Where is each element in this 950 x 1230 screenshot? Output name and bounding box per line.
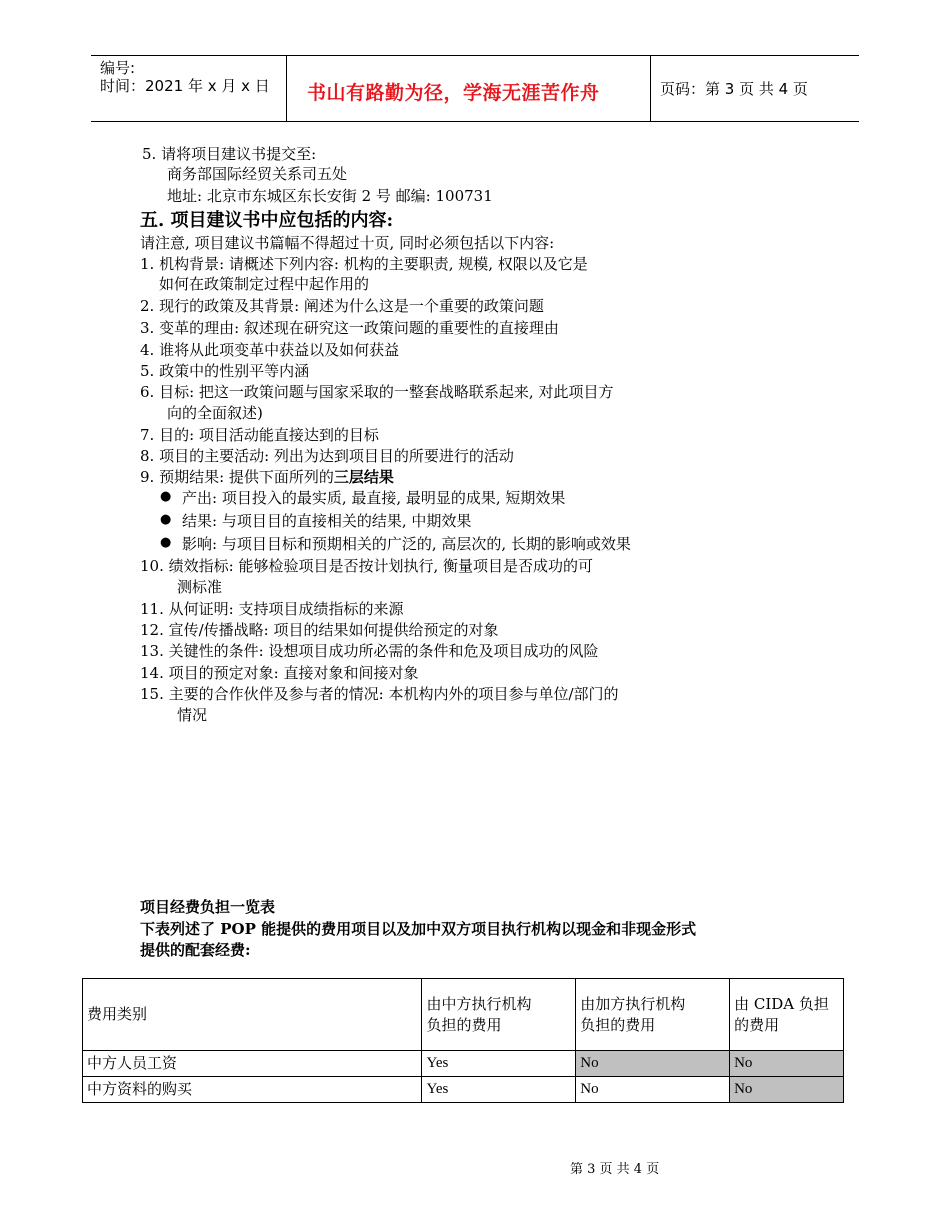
fee-table-title: 项目经费负担一览表 [140,898,276,916]
header-divider-left [286,56,287,121]
header-cell-category: 费用类别 [83,979,422,1051]
submission-item: 5. 请将项目建议书提交至: [142,145,317,163]
cell-china: Yes [422,1051,576,1077]
list-item-9 [140,467,394,487]
bullet-icon: ● [160,489,172,504]
header-cell-china: 由中方执行机构 负担的费用 [422,979,576,1051]
list-item-2: 2. 现行的政策及其背景: 阐述为什么这是一个重要的政策问题 [140,297,544,315]
submission-address: 地址: 北京市东城区东长安街 2 号 邮编: 100731 [167,187,493,205]
list-item-10-line-1: 10. 绩效指标: 能够检验项目是否按计划执行, 衡量项目是否成功的可 [140,557,593,575]
cell-cida: No [730,1051,844,1077]
list-item-7: 7. 目的: 项目活动能直接达到的目标 [140,426,379,444]
list-item-9-text: 9. 预期结果: 提供下面所列的 [140,468,334,486]
fee-table [82,978,844,1103]
cell-category: 中方资料的购买 [83,1077,422,1103]
section-heading: 五. 项目建议书中应包括的内容: [140,210,394,231]
doc-number-label: 编号: [100,59,136,77]
list-item-9-emphasis: 三层结果 [333,468,394,486]
cell-canada: No [576,1051,730,1077]
submission-office: 商务部国际经贸关系司五处 [167,165,348,183]
fee-table-desc-line-2: 提供的配套经费: [140,941,251,959]
list-item-6-line-2: 向的全面叙述) [167,404,263,422]
section-intro: 请注意, 项目建议书篇幅不得超过十页, 同时必须包括以下内容: [140,234,555,252]
doc-time-label: 时间：2021 年 x 月 x 日 [100,77,270,95]
bullet-output: 产出: 项目投入的最实质, 最直接, 最明显的成果, 短期效果 [182,489,566,507]
cell-category: 中方人员工资 [83,1051,422,1077]
list-item-1-line-2: 如何在政策制定过程中起作用的 [159,275,370,293]
header-motto: 书山有路勤为径，学海无涯苦作舟 [307,82,600,104]
list-item-4: 4. 谁将从此项变革中获益以及如何获益 [140,341,400,359]
list-item-11: 11. 从何证明: 支持项目成绩指标的来源 [140,600,404,618]
fee-table-desc-line-1: 下表列述了 POP 能提供的费用项目以及加中双方项目执行机构以现金和非现金形式 [140,920,697,938]
list-item-13: 13. 关键性的条件: 设想项目成功所必需的条件和危及项目成功的风险 [140,642,599,660]
cell-china: Yes [422,1077,576,1103]
bullet-outcome: 结果: 与项目目的直接相关的结果, 中期效果 [182,512,472,530]
cell-canada: No [576,1077,730,1103]
list-item-15-line-1: 15. 主要的合作伙伴及参与者的情况: 本机构内外的项目参与单位/部门的 [140,685,619,703]
header-page-info: 页码：第 3 页 共 4 页 [660,80,808,98]
list-item-12: 12. 宣传/传播战略: 项目的结果如何提供给预定的对象 [140,621,499,639]
page-footer: 第 3 页 共 4 页 [570,1162,660,1177]
list-item-8: 8. 项目的主要活动: 列出为达到项目目的所要进行的活动 [140,447,514,465]
header-cell-cida: 由 CIDA 负担 的费用 [730,979,844,1051]
header-bottom-rule [91,121,859,122]
list-item-14: 14. 项目的预定对象: 直接对象和间接对象 [140,664,419,682]
bullet-impact: 影响: 与项目目标和预期相关的广泛的, 高层次的, 长期的影响或效果 [182,535,631,553]
bullet-icon: ● [160,512,172,527]
table-header-row [83,979,844,1051]
list-item-15-line-2: 情况 [177,706,208,724]
header-cell-canada: 由加方执行机构 负担的费用 [576,979,730,1051]
table-row [83,1077,844,1103]
list-item-3: 3. 变革的理由: 叙述现在研究这一政策问题的重要性的直接理由 [140,319,559,337]
header-divider-right [650,56,651,121]
list-item-5: 5. 政策中的性别平等内涵 [140,362,310,380]
cell-cida: No [730,1077,844,1103]
header-top-rule [91,55,859,56]
list-item-10-line-2: 测标准 [177,578,223,596]
list-item-1-line-1: 1. 机构背景: 请概述下列内容: 机构的主要职责, 规模, 权限以及它是 [140,255,588,273]
bullet-icon: ● [160,535,172,550]
table-row [83,1051,844,1077]
list-item-6-line-1: 6. 目标: 把这一政策问题与国家采取的一整套战略联系起来, 对此项目方 [140,383,614,401]
